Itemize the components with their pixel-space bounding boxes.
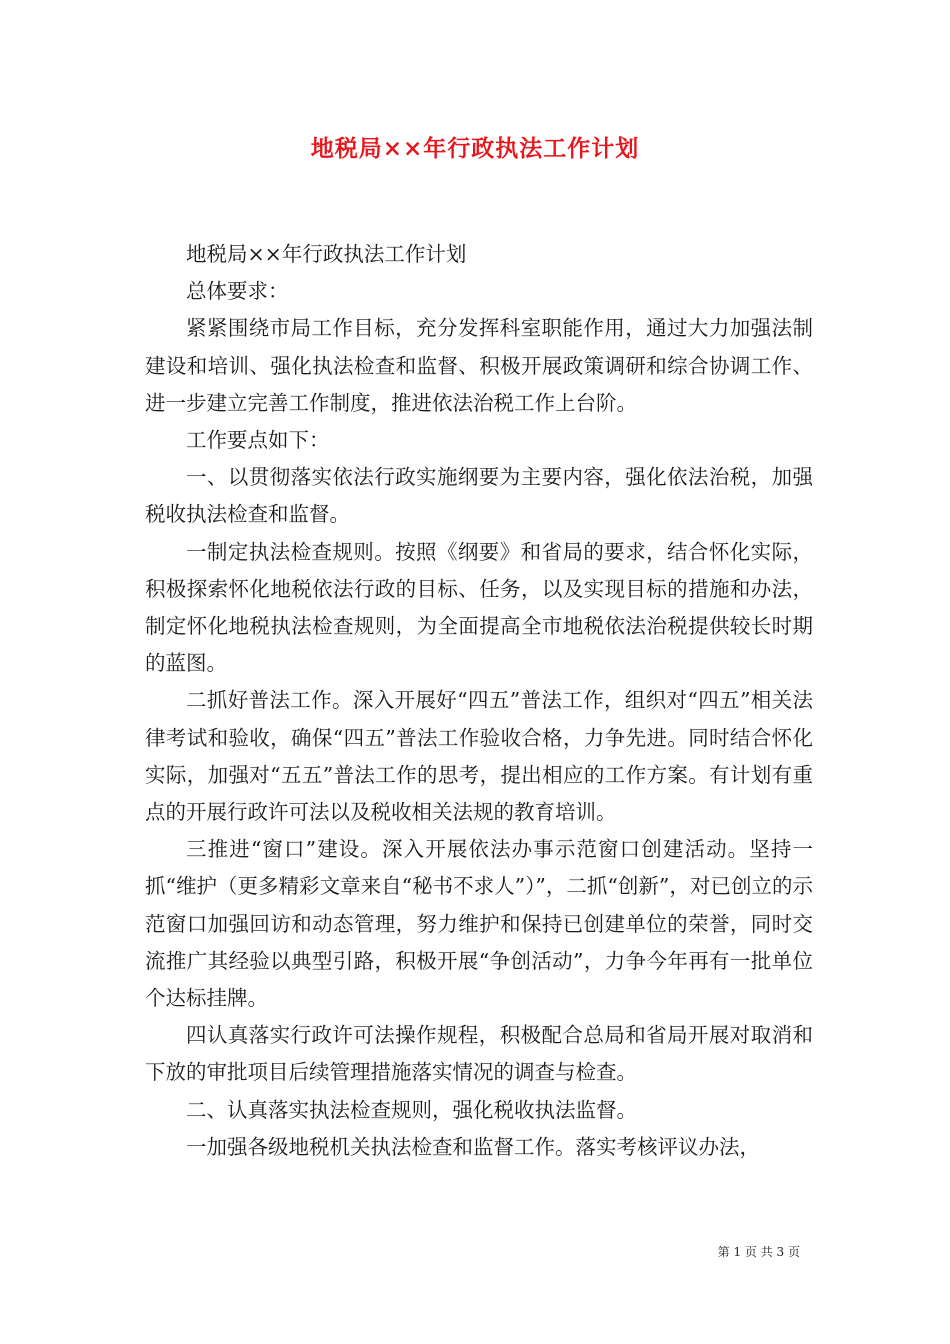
paragraph: 二抓好普法工作。深入开展好“四五”普法工作，组织对“四五”相关法律考试和验收，确保“四五”普法工作验收合格，力争先进。同时结合怀化实际，加强对“五五”普法工作的思考，提出相应的工作方案。有计划有重点的开展行政许可法以及税收相关法规的教育培训。 xyxy=(145,688,813,825)
paragraph: 地税局××年行政执法工作计划 xyxy=(186,242,467,266)
paragraph: 一、以贯彻落实依法行政实施纲要为主要内容，强化依法治税，加强税收执法检查和监督。 xyxy=(145,465,813,527)
page-number: 第 1 页 共 3 页 xyxy=(717,1245,800,1259)
paragraph: 一加强各级地税机关执法检查和监督工作。落实考核评议办法， xyxy=(186,1134,760,1159)
paragraph: 四认真落实行政许可法操作规程，积极配合总局和省局开展对取消和下放的审批项目后续管理措施落实情况的调查与检查。 xyxy=(145,1023,813,1085)
paragraph: 总体要求： xyxy=(186,279,289,304)
document-body xyxy=(145,236,813,1166)
document-title: 地税局××年行政执法工作计划 xyxy=(310,135,640,162)
paragraph: 工作要点如下： xyxy=(186,428,330,453)
paragraph: 二、认真落实执法检查规则，强化税收执法监督。 xyxy=(186,1097,637,1122)
paragraph: 一制定执法检查规则。按照《纲要》和省局的要求，结合怀化实际，积极探索怀化地税依法行政的目标、任务，以及实现目标的措施和办法，制定怀化地税执法检查规则，为全面提高全市地税依法治税提供较长时期的蓝图。 xyxy=(145,539,813,676)
paragraph: 紧紧围绕市局工作目标，充分发挥科室职能作用，通过大力加强法制建设和培训、强化执法检查和监督、积极开展政策调研和综合协调工作、进一步建立完善工作制度，推进依法治税工作上台阶。 xyxy=(145,316,813,415)
paragraph: 三推进“窗口”建设。深入开展依法办事示范窗口创建活动。坚持一抓“维护（更多精彩文章来自“秘书不求人”）”，二抓“创新”，对已创立的示范窗口加强回访和动态管理，努力维护和保持已创建单位的荣誉，同时交流推广其经验以典型引路，积极开展“争创活动”，力争今年再有一批单位个达标挂牌。 xyxy=(145,837,813,1011)
